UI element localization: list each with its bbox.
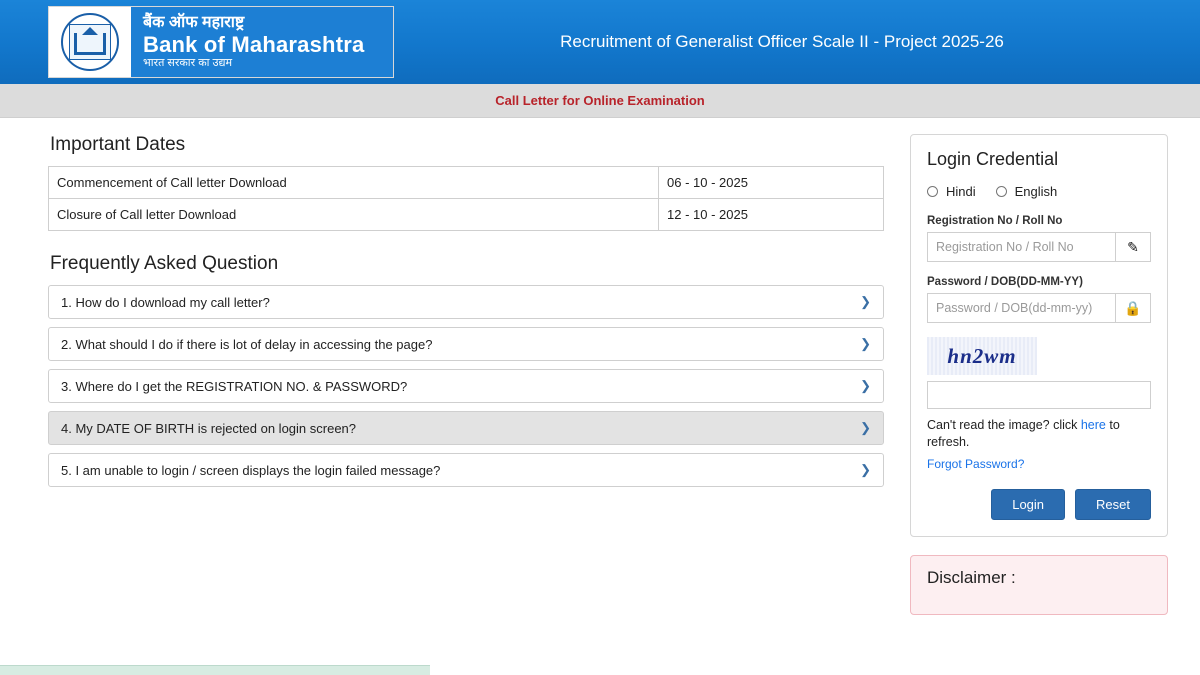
registration-label: Registration No / Roll No xyxy=(927,215,1063,227)
faq-list xyxy=(48,285,884,487)
faq-item-label: 4. My DATE OF BIRTH is rejected on login screen? xyxy=(61,420,357,436)
captcha-refresh-link[interactable]: here xyxy=(1080,418,1106,432)
table-row xyxy=(49,167,884,199)
registration-row xyxy=(927,232,1151,262)
date-label: Closure of Call letter Download xyxy=(49,199,659,231)
bank-name-hindi: बैंक ऑफ महाराष्ट्र xyxy=(143,13,245,31)
bottom-strip xyxy=(0,665,430,675)
page-title: Recruitment of Generalist Officer Scale II - Project 2025-26 xyxy=(560,32,1004,51)
password-input[interactable] xyxy=(927,293,1115,323)
seal-inner-emblem xyxy=(69,24,111,60)
right-column xyxy=(900,118,1200,615)
forgot-password-link[interactable]: Forgot Password? xyxy=(927,456,1025,471)
login-panel-title: Login Credential xyxy=(927,149,1059,169)
captcha-hint-prefix: Can't read the image? click xyxy=(927,418,1081,432)
password-label: Password / DOB(DD-MM-YY) xyxy=(927,276,1083,288)
important-dates-table xyxy=(48,166,884,231)
site-header xyxy=(0,0,1200,84)
captcha-hint xyxy=(927,417,1151,451)
faq-item-label: 3. Where do I get the REGISTRATION NO. & PASSWORD? xyxy=(61,378,408,394)
captcha-image: hn2wm xyxy=(927,337,1037,375)
radio-english-label: English xyxy=(1014,184,1058,199)
chevron-down-icon[interactable]: ❯ xyxy=(860,336,871,351)
chevron-down-icon[interactable]: ❯ xyxy=(860,378,871,393)
captcha-hint-suffix: to refresh. xyxy=(927,418,1120,449)
captcha-input[interactable] xyxy=(927,381,1151,409)
radio-hindi-label: Hindi xyxy=(946,184,976,199)
faq-item-2[interactable] xyxy=(48,327,884,361)
login-panel xyxy=(910,134,1168,537)
faq-item-4[interactable] xyxy=(48,411,884,445)
date-value: 06 - 10 - 2025 xyxy=(659,167,884,199)
bank-logo xyxy=(48,6,394,78)
chevron-down-icon[interactable]: ❯ xyxy=(860,462,871,477)
chevron-down-icon[interactable]: ❯ xyxy=(860,420,871,435)
bank-name-english: Bank of Maharashtra xyxy=(143,31,365,57)
login-button[interactable]: Login xyxy=(991,489,1065,520)
seal-circle xyxy=(61,13,119,71)
subheader-bar xyxy=(0,84,1200,118)
content-area xyxy=(0,118,1200,615)
bank-tagline: भारत सरकार का उद्यम xyxy=(143,56,233,69)
faq-title: Frequently Asked Question xyxy=(50,253,279,274)
pencil-icon[interactable]: ✎ xyxy=(1115,232,1151,262)
subheader-text: Call Letter for Online Examination xyxy=(495,93,705,108)
bank-seal-icon xyxy=(49,7,131,77)
date-value: 12 - 10 - 2025 xyxy=(659,199,884,231)
reset-button[interactable]: Reset xyxy=(1075,489,1151,520)
language-selector xyxy=(927,184,1151,199)
bank-name-block xyxy=(131,7,393,77)
left-column xyxy=(0,118,900,615)
important-dates-title: Important Dates xyxy=(50,134,186,155)
faq-item-label: 1. How do I download my call letter? xyxy=(61,294,270,310)
table-row xyxy=(49,199,884,231)
login-buttons xyxy=(927,489,1151,520)
faq-item-5[interactable] xyxy=(48,453,884,487)
faq-item-3[interactable] xyxy=(48,369,884,403)
disclaimer-title: Disclaimer : xyxy=(927,567,1016,587)
faq-item-label: 2. What should I do if there is lot of delay in accessing the page? xyxy=(61,336,433,352)
registration-input[interactable] xyxy=(927,232,1115,262)
lock-icon[interactable]: 🔒 xyxy=(1115,293,1151,323)
radio-english[interactable] xyxy=(996,186,1007,197)
disclaimer-panel xyxy=(910,555,1168,615)
password-row xyxy=(927,293,1151,323)
radio-hindi[interactable] xyxy=(927,186,938,197)
chevron-down-icon[interactable]: ❯ xyxy=(860,294,871,309)
faq-item-1[interactable] xyxy=(48,285,884,319)
date-label: Commencement of Call letter Download xyxy=(49,167,659,199)
faq-item-label: 5. I am unable to login / screen displays the login failed message? xyxy=(61,462,441,478)
